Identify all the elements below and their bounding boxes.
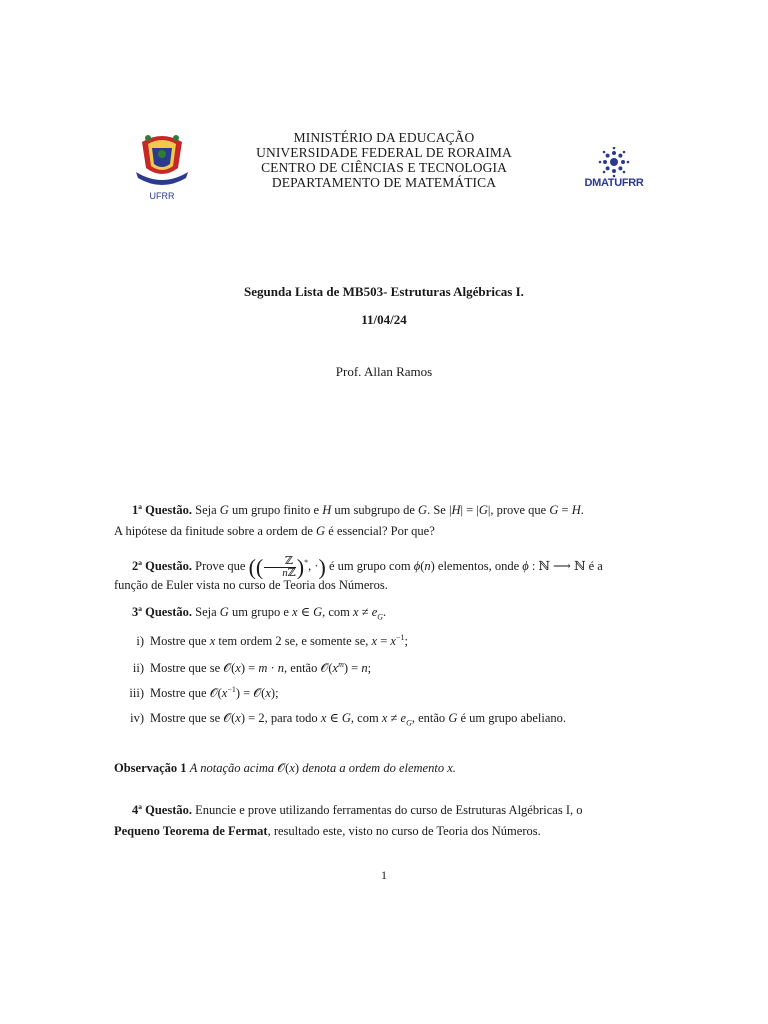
- observation-1: Observação 1 A notação acima 𝒪(x) denota a ordem do elemento x.: [114, 761, 456, 775]
- q4-text: Enuncie e prove utilizando ferramentas do curso de Estruturas Algébricas I, o: [195, 803, 583, 817]
- q3-text: .: [383, 605, 387, 619]
- q1-text: Seja: [195, 503, 220, 517]
- q1-text: | = |: [460, 503, 479, 517]
- item-text: Mostre que se: [150, 661, 224, 676]
- observation-label: Observação 1: [114, 761, 187, 775]
- item-text: Mostre que se: [150, 711, 224, 725]
- q3-text: um grupo e: [228, 605, 292, 619]
- item-text: tem ordem 2 se, e somente se,: [215, 634, 372, 649]
- document-title: Segunda Lista de MB503- Estruturas Algébricas I.: [244, 284, 524, 299]
- item-number: iv): [130, 711, 144, 725]
- q3-item-iv: iv) Mostre que se 𝒪(x) = 2, para todo x ∈ G, com $x \ne e_G$, então G é um grupo abeliano.: [118, 710, 566, 728]
- question-1: 1ª Questão. Seja G um grupo finito e H um subgrupo de G. Se |H| = |G|, prove que G = H. A hipótese da finitude sobre a ordem de G é essencial? Por que?: [114, 503, 584, 538]
- dmat-logo: [578, 147, 650, 195]
- question-3: 3ª Questão. Seja G um grupo e x ∈ G, com $x \ne e_G$.: [132, 605, 387, 622]
- question-1-label: 1ª Questão.: [132, 503, 192, 517]
- institution-header: [0, 130, 768, 190]
- document-author: Prof. Allan Ramos: [335, 364, 433, 379]
- q1-text: |, prove que: [487, 503, 550, 517]
- item-text: Mostre que: [150, 634, 210, 649]
- dmat-logo-text: DMATUFRR: [584, 177, 644, 189]
- page-number: 1: [381, 868, 387, 882]
- obs-text: .: [452, 761, 456, 775]
- q3-text: Seja: [195, 605, 220, 619]
- question-2: 2ª Questão. Prove que (( $\frac{\text{ℤ}}{\text{nℤ}}$ )*, ·) é um grupo com ϕ(n) elementos, onde ϕ : ℕ ⟶ ℕ é a função de Euler vista no curso de Teoria dos Números.: [114, 552, 654, 596]
- question-2-label: 2ª Questão.: [132, 559, 192, 574]
- item-text: Mostre que: [150, 686, 210, 701]
- q1-text: A hipótese da finitude sobre a ordem de: [114, 524, 317, 538]
- q3-item-ii: ii) Mostre que se 𝒪(x) = m · n, então $𝒪(x^m) = n$;: [118, 660, 371, 676]
- question-4-label: 4ª Questão.: [132, 803, 192, 817]
- q1-text: é essencial? Por que?: [325, 524, 435, 538]
- z-mod-nz-fraction: $\frac{\text{ℤ}}{\text{nℤ}}$: [264, 556, 296, 579]
- item-text: , para todo: [264, 711, 321, 725]
- dmat-emblem-icon: [578, 147, 650, 179]
- q1-text: .: [580, 503, 584, 517]
- item-number: iii): [129, 686, 144, 701]
- item-text: , com: [350, 711, 382, 725]
- item-text: ;: [404, 634, 408, 649]
- header-line-2: UNIVERSIDADE FEDERAL DE RORAIMA: [256, 145, 512, 160]
- obs-text: A notação acima: [189, 761, 278, 775]
- q2-text-line-2: função de Euler vista no curso de Teoria dos Números.: [114, 577, 388, 592]
- header-line-3: CENTRO DE CIÊNCIAS E TECNOLOGIA: [261, 160, 507, 175]
- obs-text: denota a ordem do elemento: [299, 761, 448, 775]
- q1-text: um subgrupo de: [331, 503, 419, 517]
- item-text: ;: [275, 686, 279, 701]
- q2-text: Prove que: [195, 559, 249, 574]
- q3-item-i: i) Mostre que x tem ordem 2 se, e somente se, $x = x^{-1}$;: [118, 633, 408, 649]
- item-text: ;: [367, 661, 372, 676]
- question-3-label: 3ª Questão.: [132, 605, 192, 619]
- item-number: ii): [132, 661, 144, 676]
- q1-text: =: [558, 503, 572, 517]
- document-date: 11/04/24: [361, 312, 407, 327]
- q1-text: um grupo finito e: [228, 503, 323, 517]
- header-line-1: MINISTÉRIO DA EDUCAÇÃO: [293, 130, 475, 145]
- q2-text: elementos, onde: [434, 559, 523, 574]
- item-text: , então: [284, 661, 321, 676]
- q4-theorem-name: Pequeno Teorema de Fermat: [114, 824, 268, 838]
- question-4: [114, 800, 656, 842]
- q2-text: é um grupo com: [325, 559, 414, 574]
- q1-text: . Se |: [427, 503, 452, 517]
- q4-text: , resultado este, visto no curso de Teoria dos Números.: [267, 824, 541, 838]
- ufrr-logo-text: UFRR: [149, 191, 175, 201]
- header-line-4: DEPARTAMENTO DE MATEMÁTICA: [271, 175, 497, 190]
- item-text: , então: [411, 711, 449, 725]
- q2-text: é a: [585, 559, 603, 574]
- q3-text: , com: [322, 605, 354, 619]
- q3-item-iii: iii) Mostre que $𝒪(x^{-1})$ = 𝒪(x);: [118, 685, 279, 701]
- item-text: é um grupo abeliano.: [457, 711, 566, 725]
- item-number: i): [136, 634, 144, 649]
